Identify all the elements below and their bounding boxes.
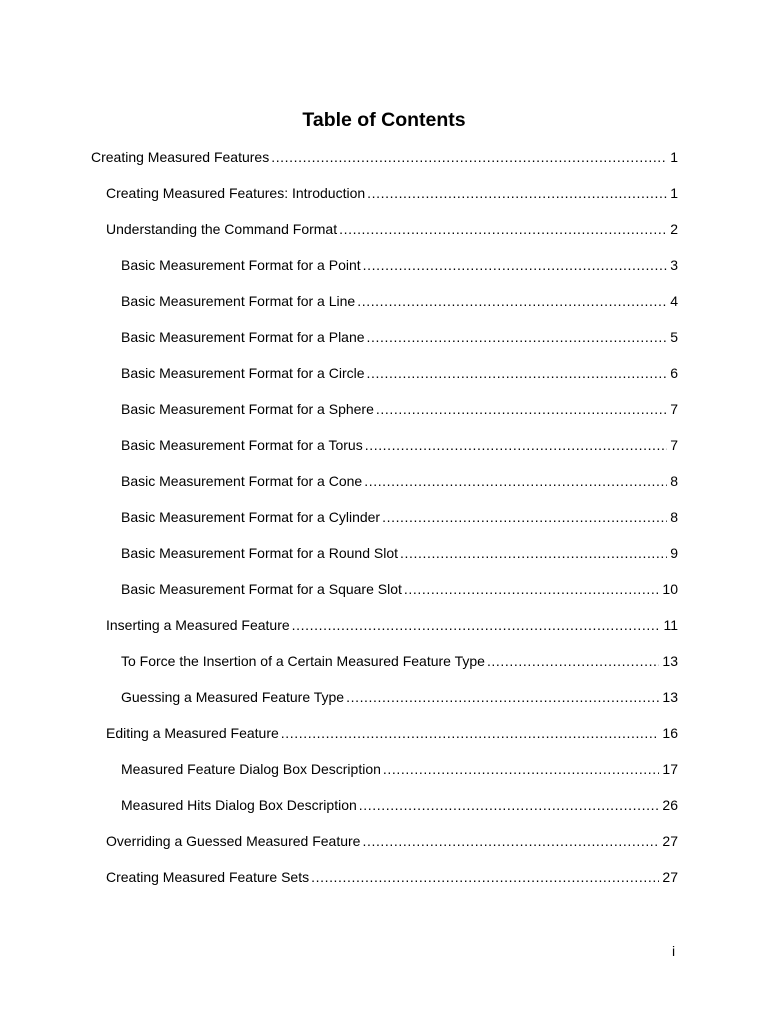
toc-entry-page: 1 [670,149,678,165]
page-number: i [672,943,676,959]
toc-entry[interactable] [121,578,678,600]
toc-entry-label: To Force the Insertion of a Certain Measured Feature Type [121,653,485,669]
toc-dot-leader [281,722,660,744]
toc-entry[interactable] [121,542,678,564]
toc-entry-page: 3 [670,257,678,273]
toc-entry-page: 16 [662,725,678,741]
toc-dot-leader [359,794,660,816]
toc-entry-label: Understanding the Command Format [106,221,338,237]
toc-entry[interactable] [106,218,678,240]
toc-entry-label: Basic Measurement Format for a Line [121,293,356,309]
toc-entry-page: 2 [670,221,678,237]
toc-entry-page: 13 [662,689,678,705]
toc-dot-leader [365,434,667,456]
toc-entry-label: Basic Measurement Format for a Cone [121,473,363,489]
toc-dot-leader [400,542,667,564]
toc-entry-label: Basic Measurement Format for a Round Slot [121,545,399,561]
toc-entry-label: Basic Measurement Format for a Torus [121,437,363,453]
toc-entry-page: 13 [662,653,678,669]
toc-dot-leader [357,290,667,312]
toc-entry[interactable] [121,650,678,672]
toc-dot-leader [339,218,667,240]
toc-dot-leader [311,866,659,888]
toc-entry-page: 27 [662,833,678,849]
toc-entry[interactable] [121,362,678,384]
toc-entry-label: Creating Measured Features: Introduction [106,185,366,201]
toc-entry-label: Editing a Measured Feature [106,725,279,741]
toc-entry[interactable] [121,758,678,780]
toc-entry[interactable] [106,722,678,744]
toc-entry-page: 17 [662,761,678,777]
toc-entry-label: Basic Measurement Format for a Cylinder [121,509,381,525]
toc-entry[interactable] [121,794,678,816]
toc-dot-leader [376,398,667,420]
toc-dot-leader [362,830,659,852]
toc-entry[interactable] [121,506,678,528]
toc-entry-label: Guessing a Measured Feature Type [121,689,345,705]
toc-entry[interactable] [106,182,678,204]
toc-entry[interactable] [91,146,678,168]
toc-entry-label: Basic Measurement Format for a Square Slot [121,581,402,597]
toc-entry-page: 5 [670,329,678,345]
toc-entry-page: 6 [670,365,678,381]
toc-entry[interactable] [121,434,678,456]
toc-dot-leader [383,758,660,780]
toc-entry[interactable] [121,398,678,420]
toc-entry-label: Basic Measurement Format for a Circle [121,365,365,381]
toc-entry-label: Measured Hits Dialog Box Description [121,797,357,813]
toc-entry-page: 7 [670,401,678,417]
toc-entry[interactable] [106,866,678,888]
toc-entry-label: Basic Measurement Format for a Plane [121,329,365,345]
toc-dot-leader [404,578,660,600]
toc-entry-label: Creating Measured Feature Sets [106,869,310,885]
toc-dot-leader [367,326,668,348]
toc-entry[interactable] [106,830,678,852]
toc-entry[interactable] [106,614,678,636]
toc-entry[interactable] [121,290,678,312]
toc-entry[interactable] [121,326,678,348]
toc-entry-page: 11 [663,617,678,633]
toc-dot-leader [271,146,667,168]
toc-entry-label: Creating Measured Features [91,149,270,165]
toc-dot-leader [363,254,668,276]
toc-entry-label: Overriding a Guessed Measured Feature [106,833,361,849]
toc-entry-label: Measured Feature Dialog Box Description [121,761,381,777]
toc-entry-label: Basic Measurement Format for a Point [121,257,361,273]
toc-entry-page: 7 [670,437,678,453]
toc-entry-page: 27 [662,869,678,885]
toc-dot-leader [367,182,667,204]
toc-entry-label: Inserting a Measured Feature [106,617,290,633]
toc-dot-leader [382,506,667,528]
toc-dot-leader [292,614,661,636]
toc-entry-page: 8 [670,473,678,489]
toc-entry-page: 8 [670,509,678,525]
toc-entry-page: 10 [662,581,678,597]
toc-dot-leader [364,470,667,492]
toc-entry[interactable] [121,470,678,492]
toc-entry[interactable] [121,254,678,276]
toc-entry[interactable] [121,686,678,708]
toc-entry-page: 4 [670,293,678,309]
toc-dot-leader [487,650,659,672]
toc-entry-label: Basic Measurement Format for a Sphere [121,401,374,417]
toc-dot-leader [367,362,668,384]
toc-entry-page: 1 [670,185,678,201]
toc-entry-page: 9 [670,545,678,561]
toc-entry-page: 26 [662,797,678,813]
page-title: Table of Contents [302,109,466,131]
toc-dot-leader [346,686,659,708]
